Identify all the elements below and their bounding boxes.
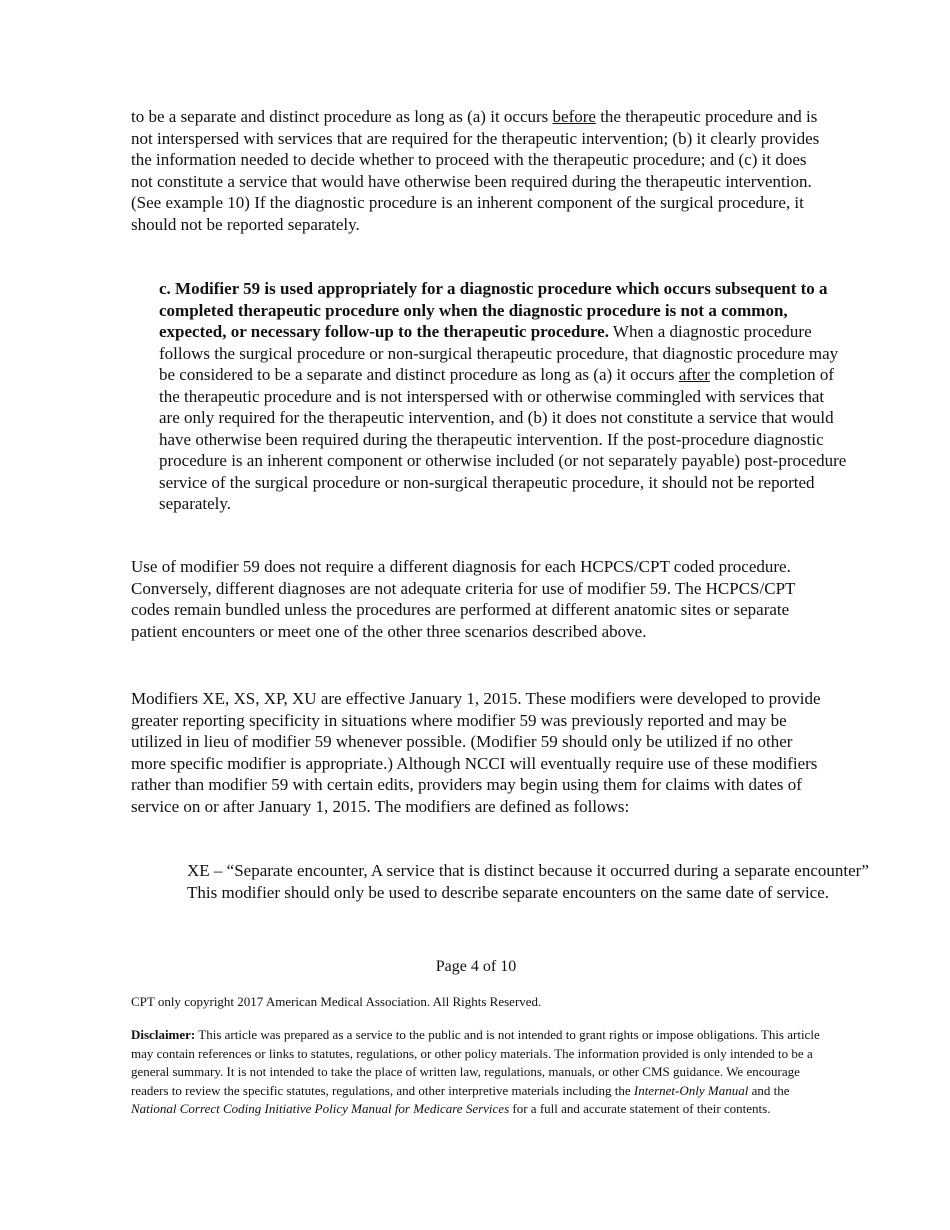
italic-title: Internet-Only Manual bbox=[633, 1082, 749, 1098]
disclaimer-label: Disclaimer: bbox=[131, 1027, 196, 1042]
underlined-word: after bbox=[678, 365, 710, 384]
paragraph-modifier-59-diagnosis: Use of modifier 59 does not require a different diagnosis for each HCPCS/CPT coded procedure. Conversely, different diagnoses are not adequate criteria for use of modifier 59. The HCPCS/CPT codes remain bundled unless the procedures are performed at different anatomic sites or separate patient encounters or meet one of the other three scenarios described above. bbox=[131, 557, 796, 641]
disclaimer bbox=[131, 1026, 821, 1119]
text: This article was prepared as a service to the public and is not intended to grant rights or impose obligations. This article may contain references or links to statutes, regulations, or other policy materials. The information provided is only intended to be a general summary. It is not intended to take the place of written law, regulations, manuals, or other CMS guidance. We encourage readers to review the specific statutes, regulations, and other interpretive materials including the bbox=[131, 1027, 820, 1098]
paragraph-x-modifiers: Modifiers XE, XS, XP, XU are effective January 1, 2015. These modifiers were developed to provide greater reporting specificity in situations where modifier 59 was previously reported and may be utilized in lieu of modifier 59 whenever possible. (Modifier 59 should only be utilized if no other more specific modifier is appropriate.) Although NCCI will eventually require use of these modifiers rather than modifier 59 with certain edits, providers may begin using them for claims with dates of service on or after January 1, 2015. The modifiers are defined as follows: bbox=[131, 689, 821, 816]
underlined-word: before bbox=[552, 107, 596, 126]
text: for a full and accurate statement of their contents. bbox=[509, 1101, 771, 1116]
page-number: Page 4 of 10 bbox=[435, 958, 517, 975]
paragraph-xe-definition: XE – “Separate encounter, A service that is distinct because it occurred during a separate encounter” This modifier should only be used to describe separate encounters on the same date of service. bbox=[187, 861, 869, 902]
bold-heading: c. Modifier 59 is used appropriately for a diagnostic procedure which occurs subsequent to a completed therapeutic procedure only when the diagnostic procedure is not a common, expected, or necessary follow-up to the therapeutic procedure. bbox=[159, 279, 828, 341]
text: the therapeutic procedure and is not interspersed with services that are required for the therapeutic intervention; (b) it clearly provides the information needed to decide whether to proceed with the therapeutic procedure; and (c) it does not constitute a service that would have otherwise been required during the therapeutic intervention. (See example 10) If the diagnostic procedure is an inherent component of the surgical procedure, it should not be reported separately. bbox=[131, 107, 820, 234]
italic-title: National Correct Coding Initiative Policy Manual for Medicare Services bbox=[131, 1101, 510, 1116]
text: and the bbox=[748, 1082, 790, 1098]
copyright-notice: CPT only copyright 2017 American Medical Association. All Rights Reserved. bbox=[131, 994, 542, 1009]
text: the completion of the therapeutic procedure and is not interspersed with or otherwise commingled with services that are only required for the therapeutic intervention, and (b) it does not constitute a service that would have otherwise been required during the therapeutic intervention. If the post-procedure diagnostic procedure is an inherent component or otherwise included (or not separately payable) post-procedure service of the surgical procedure or non-surgical therapeutic procedure, it should not be reported separately. bbox=[159, 365, 847, 513]
paragraph-c-diagnostic-after bbox=[131, 278, 849, 515]
text: When a diagnostic procedure follows the surgical procedure or non-surgical therapeutic procedure, that diagnostic procedure may be considered to be a separate and distinct procedure as long as (a) it occurs bbox=[159, 322, 839, 384]
text: to be a separate and distinct procedure as long as (a) it occurs bbox=[131, 107, 553, 126]
paragraph-diagnostic-before bbox=[131, 106, 821, 235]
